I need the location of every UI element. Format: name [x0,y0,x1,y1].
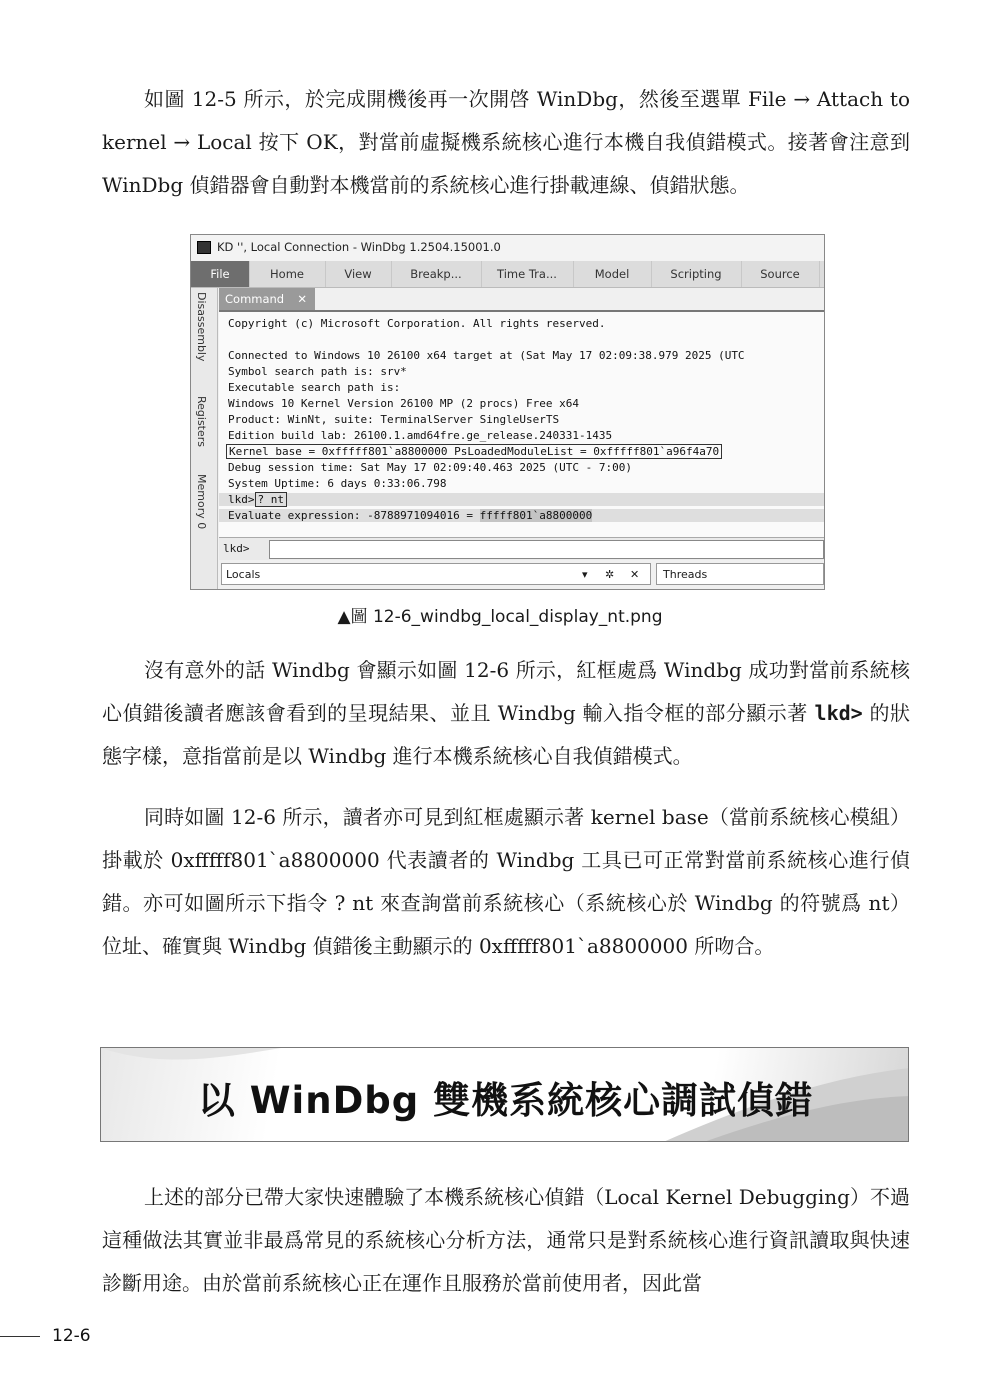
tab-source[interactable]: Source [741,261,820,287]
tab-command[interactable] [219,288,315,310]
inline-code: lkd> [814,701,863,725]
section-heading-band [100,1047,909,1142]
input-prompt: lkd> [223,542,250,555]
output-line: Copyright (c) Microsoft Corporation. All rights reserved. [228,317,606,330]
footer-rule [0,1336,40,1337]
threads-panel[interactable] [656,563,824,585]
side-tab-registers[interactable]: Registers [195,396,208,448]
section-heading: 以 WinDbg 雙機系統核心調試偵錯 [197,1079,814,1122]
ribbon-tabs [191,261,824,288]
locals-label: Locals [226,568,261,581]
tab-time-travel[interactable]: Time Tra... [481,261,574,287]
locals-panel[interactable] [221,563,651,585]
command-output [219,310,824,538]
paragraph-kernel-base: 同時如圖 12-6 所示，讀者亦可見到紅框處顯示著 kernel base（當前系統核心模組）掛載於 0xfffff801`a8800000 代表讀者的 Windbg 工具已可正常對當前系統核心進行偵錯。亦可如圖所示下指令 ? nt 來查詢當前系統核心（系統核心於 Windbg 的符號爲 nt）位址、確實與 Windbg 偵錯後主動顯示的 0xfffff801`a8800000 所吻合。 [102,805,910,958]
threads-label: Threads [663,568,708,581]
evaluate-expression: Evaluate expression: -8788971094016 = [228,509,480,522]
nt-command: ? nt [255,492,288,507]
windbg-screenshot [190,234,825,590]
output-line: Windows 10 Kernel Version 26100 MP (2 procs) Free x64 [228,397,579,410]
lkd-prompt: lkd> [228,493,255,506]
windbg-app-icon [197,241,211,254]
output-line: Debug session time: Sat May 17 02:09:40.463 2025 (UTC - 7:00) [228,461,632,474]
figure-caption: ▲圖 12-6_windbg_local_display_nt.png [337,607,663,627]
tab-model[interactable]: Model [573,261,652,287]
output-line: Product: WinNt, suite: TerminalServer SingleUserTS [228,413,560,426]
side-tab-disassembly[interactable]: Disassembly [195,292,208,362]
paragraph-intro: 如圖 12-5 所示，於完成開機後再一次開啓 WinDbg，然後至選單 File → Attach to kernel → Local 按下 OK，對當前虛擬機系統核心進行本機自我偵錯模式。接著會注意到 WinDbg 偵錯器會自動對本機當前的系統核心進行掛載連線、偵錯狀態。 [102,87,910,197]
paragraph-text: 的狀態字樣，意指當前是以 Windbg 進行本機系統核心自我偵錯模式。 [102,701,911,768]
tab-breakpoints[interactable]: Breakp... [391,261,482,287]
chevron-down-icon[interactable]: ▾ [582,568,588,581]
tab-scripting[interactable]: Scripting [651,261,742,287]
output-line: Executable search path is: [228,381,401,394]
window-titlebar [191,235,824,261]
page-number: 12-6 [52,1326,91,1346]
close-icon[interactable]: ✕ [630,568,640,581]
close-icon[interactable]: ✕ [297,292,307,306]
paragraph-text: 沒有意外的話 Windbg 會顯示如圖 12-6 所示，紅框處爲 Windbg 成功對當前系統核心偵錯後讀者應該會看到的呈現結果、並且 Windbg 輸入指令框的部分顯示著 [102,658,910,725]
output-line: Edition build lab: 26100.1.amd64fre.ge_release.240331-1435 [228,429,613,442]
bottom-panels [219,561,824,589]
paragraph-result [102,649,910,778]
tab-file[interactable]: File [191,261,250,287]
window-title: KD '', Local Connection - WinDbg 1.2504.15001.0 [217,240,501,254]
pin-icon[interactable]: ✲ [605,568,615,581]
command-tab-label: Command [225,292,285,306]
kernel-base-line: Kernel base = 0xfffff801`a8800000 PsLoadedModuleList = 0xfffff801`a96f4a70 [226,444,722,459]
output-line: Symbol search path is: srv* [228,365,407,378]
tab-view[interactable]: View [325,261,392,287]
side-tab-memory[interactable]: Memory 0 [195,474,208,530]
evaluate-value: fffff801`a8800000 [479,509,593,522]
output-line: System Uptime: 6 days 0:33:06.798 [228,477,447,490]
command-input[interactable] [269,540,824,559]
output-line: Connected to Windows 10 26100 x64 target at (Sat May 17 02:09:38.979 2025 (UTC [228,349,745,362]
command-input-row [219,537,824,560]
tab-home[interactable]: Home [249,261,326,287]
paragraph-local-debugging: 上述的部分已帶大家快速體驗了本機系統核心偵錯（Local Kernel Debugging）不過這種做法其實並非最爲常見的系統核心分析方法，通常只是對系統核心進行資訊讀取與快速診斷用途。由於當前系統核心正在運作且服務於當前使用者，因此當 [102,1185,910,1295]
side-tab-strip [191,288,218,589]
